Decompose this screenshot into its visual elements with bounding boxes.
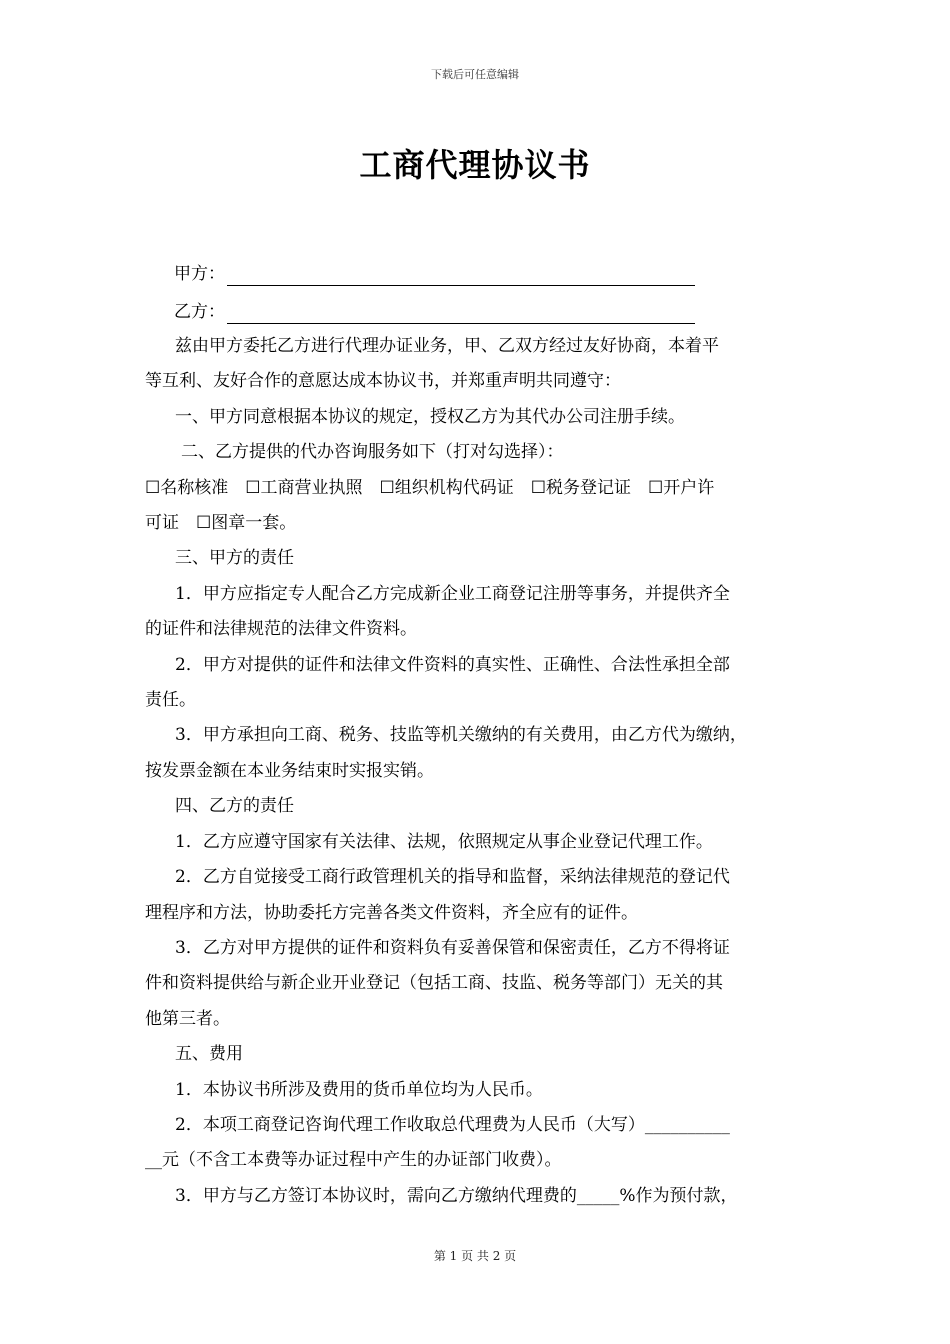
party-b-row (174, 300, 695, 324)
paragraph: 2．乙方自觉接受工商行政管理机关的指导和监督，采纳法律规范的登记代 (175, 867, 730, 888)
document-title: 工商代理协议书 (359, 146, 591, 184)
service-checkbox-line: 可证 ☐图章一套。 (145, 513, 297, 534)
paragraph: 件和资料提供给与新企业开业登记（包括工商、技监、税务等部门）无关的其 (145, 973, 723, 994)
paragraph: 责任。 (145, 690, 196, 711)
paragraph: 3．乙方对甲方提供的证件和资料负有妥善保管和保密责任，乙方不得将证 (175, 937, 730, 958)
paragraph: 1．乙方应遵守国家有关法律、法规，依照规定从事企业登记代理工作。 (175, 831, 713, 852)
section-heading: 三、甲方的责任 (175, 548, 294, 569)
paragraph: 2．甲方对提供的证件和法律文件资料的真实性、正确性、合法性承担全部 (175, 654, 730, 675)
party-a-label: 甲方： (174, 264, 225, 284)
service-checkbox-line: ☐名称核准 ☐工商营业执照 ☐组织机构代码证 ☐税务登记证 ☐开户许 (145, 477, 715, 498)
party-a-row (174, 262, 695, 286)
paragraph: 3．甲方承担向工商、税务、技监等机关缴纳的有关费用，由乙方代为缴纳， (175, 725, 747, 746)
clause-1: 一、甲方同意根据本协议的规定，授权乙方为其代办公司注册手续。 (175, 406, 685, 427)
paragraph: 的证件和法律规范的法律文件资料。 (145, 619, 417, 640)
party-b-blank-line (227, 305, 695, 324)
section-heading: 五、费用 (175, 1044, 243, 1065)
paragraph: 按发票金额在本业务结束时实报实销。 (145, 760, 434, 781)
paragraph: __元（不含工本费等办证过程中产生的办证部门收费）。 (145, 1150, 562, 1171)
paragraph: 1．甲方应指定专人配合乙方完成新企业工商登记注册等事务，并提供齐全 (175, 583, 730, 604)
paragraph: 兹由甲方委托乙方进行代理办证业务，甲、乙双方经过友好协商，本着平 (175, 336, 719, 356)
page-footer: 第 1 页 共 2 页 (433, 1249, 517, 1263)
section-heading: 四、乙方的责任 (175, 796, 294, 817)
paragraph: 1．本协议书所涉及费用的货币单位均为人民币。 (175, 1079, 543, 1100)
party-b-label: 乙方： (174, 302, 225, 322)
paragraph: 3．甲方与乙方签订本协议时，需向乙方缴纳代理费的_____%作为预付款， (175, 1185, 738, 1206)
paragraph: 他第三者。 (145, 1008, 230, 1029)
agreement-body (145, 329, 810, 1214)
header-note: 下载后可任意编辑 (431, 68, 519, 81)
clause-2-heading: 二、乙方提供的代办咨询服务如下（打对勾选择）： (181, 442, 564, 463)
paragraph: 2．本项工商登记咨询代理工作收取总代理费为人民币（大写）__________ (175, 1114, 730, 1135)
paragraph: 等互利、友好合作的意愿达成本协议书，并郑重声明共同遵守： (145, 371, 621, 392)
paragraph: 理程序和方法，协助委托方完善各类文件资料，齐全应有的证件。 (145, 902, 638, 923)
party-a-blank-line (227, 267, 695, 286)
